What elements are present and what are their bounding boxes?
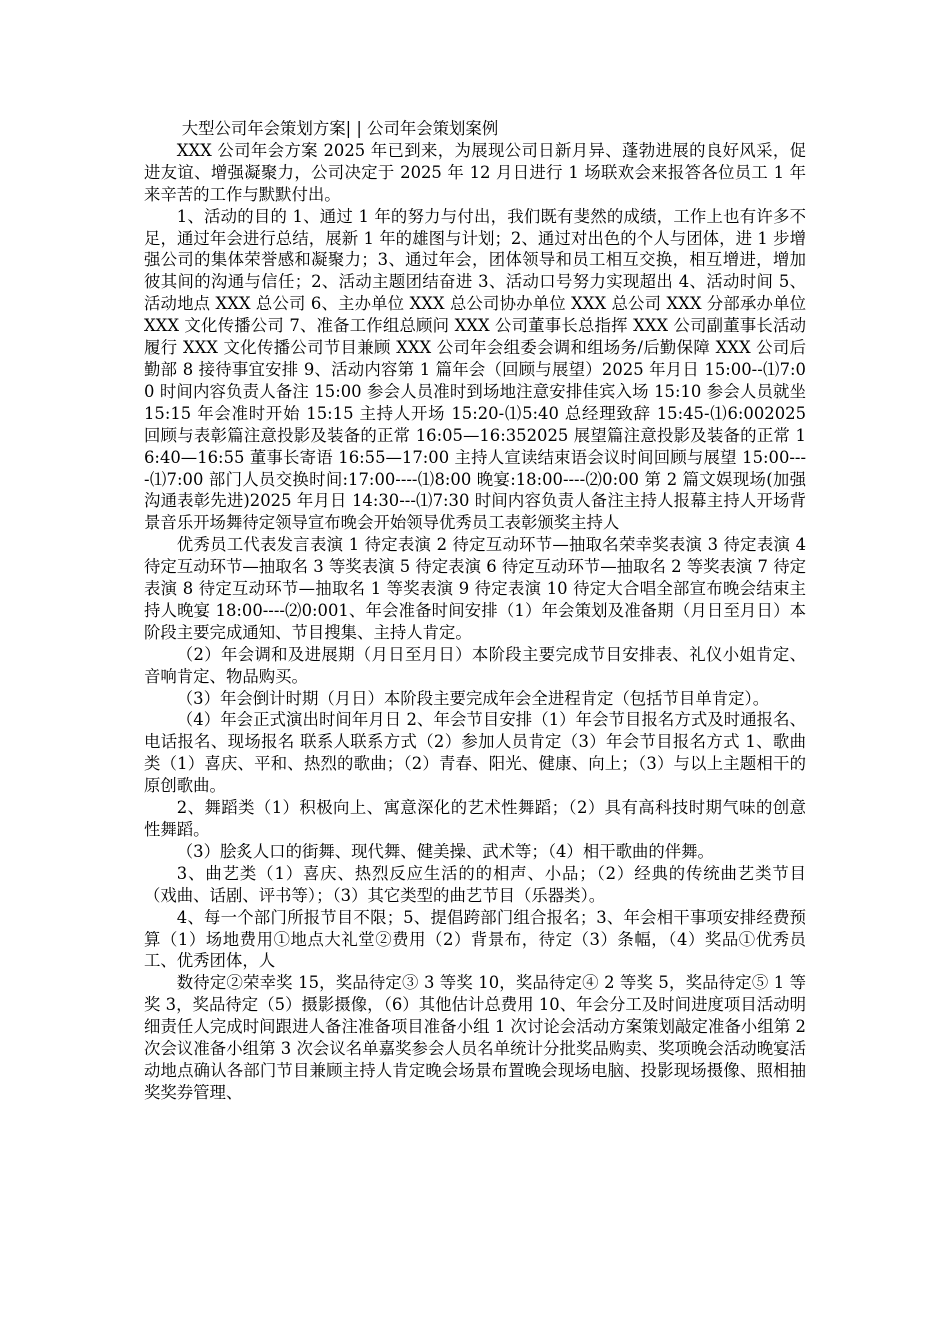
paragraph-quyi-category: 3、曲艺类（1）喜庆、热烈反应生活的的相声、小品；（2）经典的传统曲艺类节目（戏曲、话剧、评书等）；（3）其它类型的曲艺节目（乐器类）。 — [144, 863, 806, 905]
paragraph-intro: XXX 公司年会方案 2025 年已到来，为展现公司日新月异、蓬勃进展的良好风采，促进友谊、增强凝聚力，公司决定于 2025 年 12 月日进行 1 场联欢会来报答各位员工 1 年来辛苦的工作与默默付出。 — [144, 140, 806, 204]
paragraph-preparation-phase: （2）年会调和及进展期（月日至月日）本阶段主要完成节目安排表、礼仪小姐肯定、音响肯定、物品购买。 — [144, 644, 806, 686]
paragraph-activity-plan: 1、活动的目的 1、通过 1 年的努力与付出，我们既有斐然的成绩，工作上也有许多不足，通过年会进行总结，展新 1 年的雄图与计划；2、通过对出色的个人与团体，进 1 步增强公司的集体荣誉感和凝聚力；3、通过年会，团体领导和员工相互交换，相互增进，增加彼其间的沟通与信任；2、活动主题团结奋进 3、活动口号努力实现超出 4、活动时间 5、活动地点 XXX 总公司 6、主办单位 XXX 总公司协办单位 XXX 总公司 XXX 分部承办单位 XXX 文化传播公司 7、准备工作组总顾问 XXX 公司董事长总指挥 XXX 公司副董事长活动履行 XXX 文化传播公司节目兼顾 XXX 公司年会组委会调和组场务/后勤保障 XXX 公司后勤部 8 接待事宜安排 9、活动内容第 1 篇年会（回顾与展望）2025 年月日 15:00--⑴7:00 时间内容负责人备注 15:00 参会人员准时到场地注意安排佳宾入场 15:10 参会人员就坐 15:15 年会准时开始 15:15 主持人开场 15:20-⑴5:40 总经理致辞 15:45-⑴6:002025 回顾与表彰篇注意投影及装备的正常 16:05—16:352025 展望篇注意投影及装备的正常 16:40—16:55 董事长寄语 16:55—17:00 主持人宣读结束语会议时间回顾与展望 15:00----⑴7:00 部门人员交换时间:17:00----⑴8:00 晚宴:18:00----⑵0:00 第 2 篇文娱现场(加强沟通表彰先进)2025 年月日 14:30---⑴7:30 时间内容负责人备注主持人报幕主持人开场背景音乐开场舞待定领导宣布晚会开始领导优秀员工表彰颁奖主持人 — [144, 206, 806, 533]
paragraph-dance-category: 2、舞蹈类（1）积极向上、寓意深化的艺术性舞蹈；（2）具有高科技时期气味的创意性舞蹈。 — [144, 798, 806, 839]
document-title: 大型公司年会策划方案| | 公司年会策划案例 — [181, 119, 499, 138]
paragraph-dance-category-continued: （3）脍炙人口的街舞、现代舞、健美操、武术等；（4）相干歌曲的伴舞。 — [176, 841, 714, 861]
paragraph-program-schedule: 优秀员工代表发言表演 1 待定表演 2 待定互动环节—抽取名荣幸奖表演 3 待定表演 4 待定互动环节—抽取名 3 等奖表演 5 待定表演 6 待定互动环节—抽取名 2 等奖表演 7 待定表演 8 待定互动环节—抽取名 1 等奖表演 9 待定表演 10 待定大合唱全部宣布晚会结束主持人晚宴 18:00----⑵0:001、年会准备时间安排（1）年会策划及准备期（月日至月日）本阶段主要完成通知、节目搜集、主持人肯定。 — [144, 535, 806, 642]
paragraph-countdown-phase: （3）年会倒计时期（月日）本阶段主要完成年会全进程肯定（包括节目单肯定）。 — [176, 688, 770, 708]
paragraph-prizes-and-tasks: 数待定②荣幸奖 15，奖品待定③ 3 等奖 10，奖品待定④ 2 等奖 5，奖品待定⑤ 1 等奖 3，奖品待定（5）摄影摄像，（6）其他估计总费用 10、年会分工及时间进度项目活动明细责任人完成时间跟进人备注准备项目准备小组 1 次讨论会活动方案策划敲定准备小组第 2 次会议准备小组第 3 次会议名单嘉奖参会人员名单统计分批奖品购卖、奖项晚会活动晚宴活动地点确认各部门节目兼顾主持人肯定晚会场景布置晚会现场电脑、投影现场摄像、照相抽奖奖券管理、 — [144, 973, 806, 1102]
paragraph-performance-arrangement: （4）年会正式演出时间年月日 2、年会节目安排（1）年会节目报名方式及时通报名、电话报名、现场报名 联系人联系方式（2）参加人员肯定（3）年会节目报名方式 1、歌曲类（1）喜庆、平和、热烈的歌曲；（2）青春、阳光、健康、向上；（3）与以上主题相干的原创歌曲。 — [144, 710, 806, 796]
paragraph-budget: 4、每一个部门所报节目不限；5、提倡跨部门组合报名；3、年会相干事项安排经费预算（1）场地费用①地点大礼堂②费用（2）背景布，待定（3）条幅，（4）奖品①优秀员工、优秀团体，人 — [144, 907, 806, 971]
document-page — [144, 118, 806, 1104]
